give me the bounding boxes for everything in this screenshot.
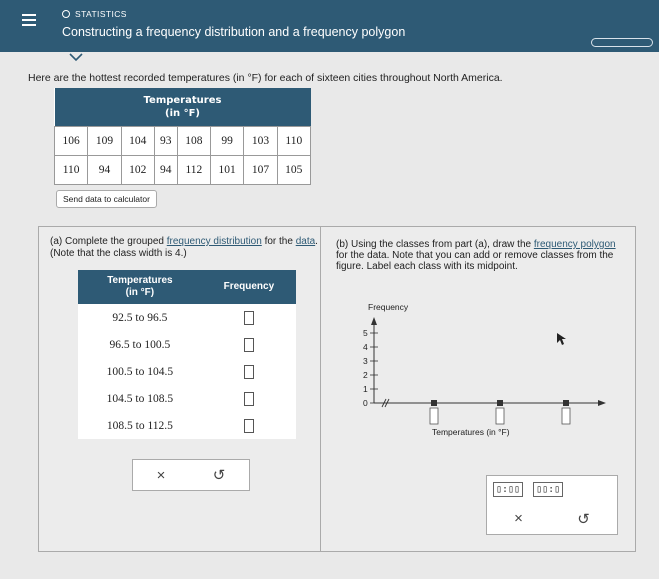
table-row [78, 412, 296, 439]
table-cell: 103 [244, 126, 277, 155]
midpoint-label-input[interactable] [430, 408, 438, 424]
y-axis-label: Frequency [368, 302, 409, 312]
progress-bar [591, 38, 653, 47]
clear-button[interactable]: × [514, 510, 523, 527]
frequency-column-header: Frequency [202, 270, 296, 304]
frequency-cell [202, 385, 296, 412]
midpoint-label-input[interactable] [496, 408, 504, 424]
clear-button[interactable]: × [156, 466, 166, 484]
frequency-distribution-link[interactable]: frequency distribution [166, 236, 262, 247]
question-box [38, 226, 636, 552]
undo-button[interactable]: ↺ [577, 511, 590, 528]
table-row [55, 155, 311, 184]
column-divider [320, 227, 321, 551]
table-row [78, 304, 296, 331]
frequency-polygon-graph[interactable] [364, 303, 644, 443]
table-cell: 104 [121, 126, 154, 155]
frequency-input[interactable] [244, 365, 254, 379]
part-b-instructions: (b) Using the classes from part (a), draw the frequency polygon for the data. Note that you can add or remove classes from the figure. Label each class with its midpoint. [336, 239, 616, 272]
intro-text: Here are the hottest recorded temperatures (in °F) for each of sixteen cities throughout North America. [28, 72, 503, 84]
table-cell: 107 [244, 155, 277, 184]
data-table-header: Temperatures (in °F) [55, 88, 311, 126]
page-title: Constructing a frequency distribution and a frequency polygon [62, 25, 406, 39]
class-interval: 100.5 to 104.5 [106, 365, 174, 378]
y-tick-label: 1 [363, 384, 368, 394]
section-label [62, 9, 127, 19]
frequency-cell [202, 412, 296, 439]
y-tick-label: 3 [363, 356, 368, 366]
class-tool-button[interactable]: ▯:▯▯ [493, 482, 523, 497]
table-cell: 109 [88, 126, 121, 155]
section-name: STATISTICS [75, 9, 127, 19]
frequency-cell [202, 358, 296, 385]
table-cell: 94 [88, 155, 121, 184]
table-cell: 94 [154, 155, 177, 184]
table-cell: 112 [177, 155, 210, 184]
chevron-down-icon[interactable] [68, 52, 84, 62]
table-cell: 105 [277, 155, 310, 184]
table-cell: 99 [211, 126, 244, 155]
class-point[interactable] [431, 400, 437, 406]
temperature-data-table [54, 88, 311, 185]
temperature-column-header: Temperatures (in °F) [78, 270, 202, 304]
x-axis-arrow-icon [598, 400, 606, 406]
x-axis-label: Temperatures (in °F) [432, 427, 510, 437]
y-ticks [363, 328, 378, 408]
table-cell: 101 [211, 155, 244, 184]
midpoint-label-input[interactable] [562, 408, 570, 424]
frequency-input[interactable] [244, 419, 254, 433]
part-a-instructions: (a) Complete the grouped frequency distribution for the data. (Note that the class width is 4.) [50, 236, 318, 259]
table-cell: 108 [177, 126, 210, 155]
cursor-arrow-icon [557, 333, 566, 345]
frequency-input[interactable] [244, 311, 254, 325]
frequency-polygon-link[interactable]: frequency polygon [533, 239, 616, 250]
y-tick-label: 5 [363, 328, 368, 338]
table-row [78, 385, 296, 412]
frequency-cell [202, 331, 296, 358]
section-dot-icon [62, 10, 70, 18]
class-interval: 96.5 to 100.5 [109, 338, 171, 351]
part-b-controls [486, 475, 618, 535]
frequency-input[interactable] [244, 392, 254, 406]
send-data-button[interactable]: Send data to calculator [56, 190, 157, 208]
y-tick-label: 4 [363, 342, 368, 352]
class-interval: 108.5 to 112.5 [106, 419, 173, 432]
table-row [55, 126, 311, 155]
table-row [78, 358, 296, 385]
table-cell: 110 [55, 155, 88, 184]
class-interval: 92.5 to 96.5 [112, 311, 168, 324]
y-axis-arrow-icon [371, 317, 377, 325]
data-link[interactable]: data [295, 236, 316, 247]
table-cell: 106 [55, 126, 88, 155]
frequency-input[interactable] [244, 338, 254, 352]
table-cell: 110 [277, 126, 310, 155]
y-tick-label: 2 [363, 370, 368, 380]
frequency-table [78, 270, 296, 439]
table-row [78, 331, 296, 358]
class-interval: 104.5 to 108.5 [106, 392, 174, 405]
y-tick-label: 0 [363, 398, 368, 408]
part-a-controls [132, 459, 250, 491]
frequency-cell [202, 304, 296, 331]
table-cell: 102 [121, 155, 154, 184]
class-point[interactable] [497, 400, 503, 406]
point-tool-button[interactable]: ▯▯:▯ [533, 482, 563, 497]
class-point[interactable] [563, 400, 569, 406]
table-cell: 93 [154, 126, 177, 155]
top-bar [0, 0, 659, 52]
undo-button[interactable]: ↺ [212, 467, 226, 484]
menu-icon[interactable] [22, 14, 36, 26]
